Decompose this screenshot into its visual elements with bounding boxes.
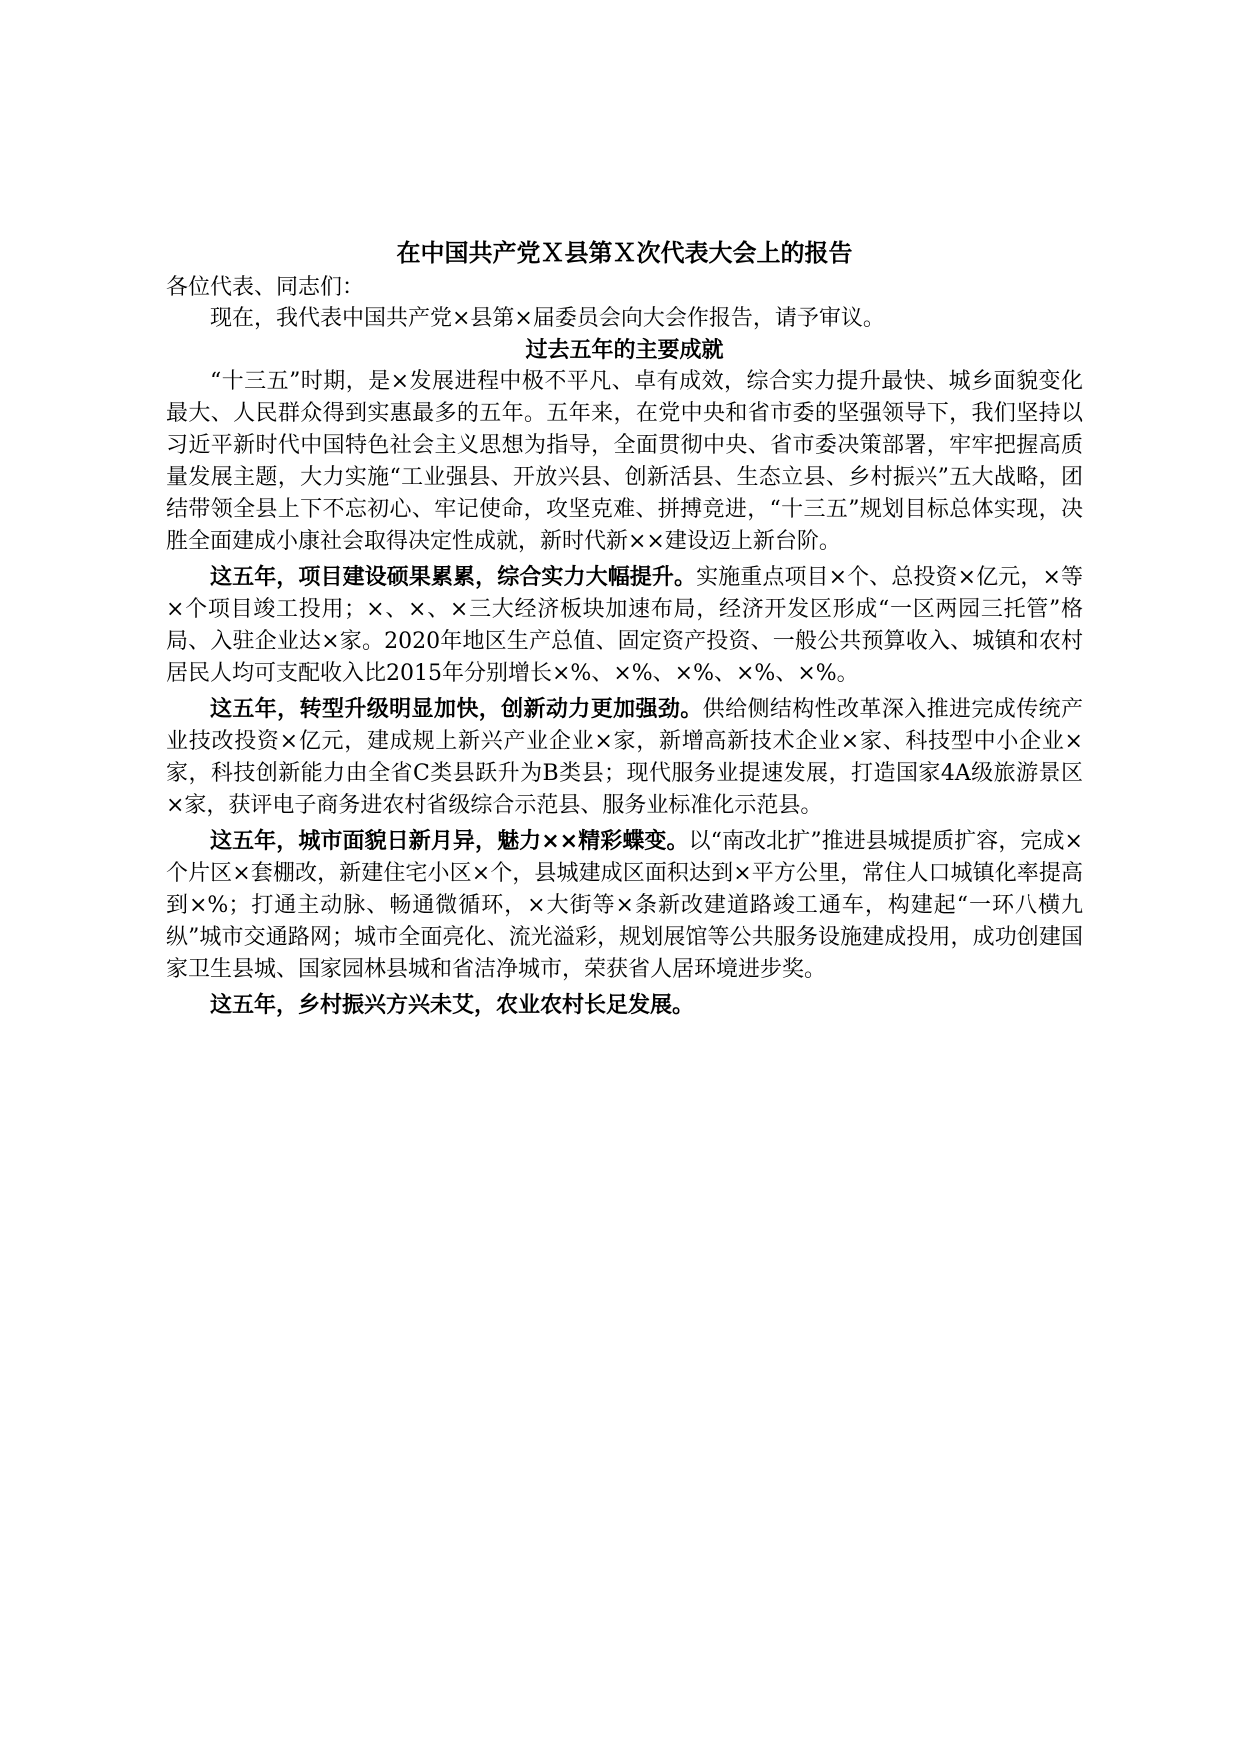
achievement-body: 供给侧结构性改革深入推进完成传统产业技改投资×亿元，建成规上新兴产业企业×家，新增高新技术企业×家、科技型中小企业×家，科技创新能力由全省C类县跃升为B类县；现代服务业提速发展，打造国家4A级旅游景区×家，获评电子商务进农村省级综合示范县、服务业标准化示范县。 bbox=[166, 697, 1083, 818]
opening-paragraph: 现在，我代表中国共产党×县第×届委员会向大会作报告，请予审议。 bbox=[210, 306, 885, 331]
document-content bbox=[166, 236, 1083, 1026]
achievement-body: 实施重点项目×个、总投资×亿元，×等×个项目竣工投用；×、×、×三大经济板块加速布局，经济开发区形成“一区两园三托管”格局、入驻企业达×家。2020年地区生产总值、固定资产投资、一般公共预算收入、城镇和农村居民人均可支配收入比2015年分别增长×%、×%、×%、×%、×%。 bbox=[166, 565, 1083, 686]
achievement-body: 以“南改北扩”推进县城提质扩容，完成×个片区×套棚改，新建住宅小区×个，县城建成区面积达到×平方公里，常住人口城镇化率提高到×%；打通主动脉、畅通微循环，×大街等×条新改建道路竣工通车，构建起“一环八横九纵”城市交通路网；城市全面亮化、流光溢彩，规划展馆等公共服务设施建成投用，成功创建国家卫生县城、国家园林县城和省洁净城市，荣获省人居环境进步奖。 bbox=[166, 829, 1083, 982]
salutation: 各位代表、同志们： bbox=[166, 275, 365, 300]
achievement-paragraph bbox=[166, 694, 1083, 822]
achievement-lead: 这五年，转型升级明显加快，创新动力更加强劲。 bbox=[210, 697, 703, 722]
achievement-paragraph bbox=[166, 826, 1083, 986]
achievement-lead: 这五年，城市面貌日新月异，魅力××精彩蝶变。 bbox=[210, 829, 689, 854]
section-heading: 过去五年的主要成就 bbox=[525, 338, 724, 363]
intro-paragraph: “十三五”时期，是×发展进程中极不平凡、卓有成效，综合实力提升最快、城乡面貌变化最大、人民群众得到实惠最多的五年。五年来，在党中央和省市委的坚强领导下，我们坚持以习近平新时代中国特色社会主义思想为指导，全面贯彻中央、省市委决策部署，牢牢把握高质量发展主题，大力实施“工业强县、开放兴县、创新活县、生态立县、乡村振兴”五大战略，团结带领全县上下不忘初心、牢记使命，攻坚克难、拼搏竞进，“十三五”规划目标总体实现，决胜全面建成小康社会取得决定性成就，新时代新××建设迈上新台阶。 bbox=[166, 369, 1083, 554]
achievement-paragraph bbox=[166, 562, 1083, 690]
achievement-lead: 这五年，项目建设硕果累累，综合实力大幅提升。 bbox=[210, 565, 697, 590]
achievement-lead: 这五年，乡村振兴方兴未艾，农业农村长足发展。 bbox=[210, 993, 695, 1018]
document-title: 在中国共产党Ｘ县第Ｘ次代表大会上的报告 bbox=[396, 239, 853, 267]
achievement-paragraph bbox=[166, 990, 1083, 1022]
